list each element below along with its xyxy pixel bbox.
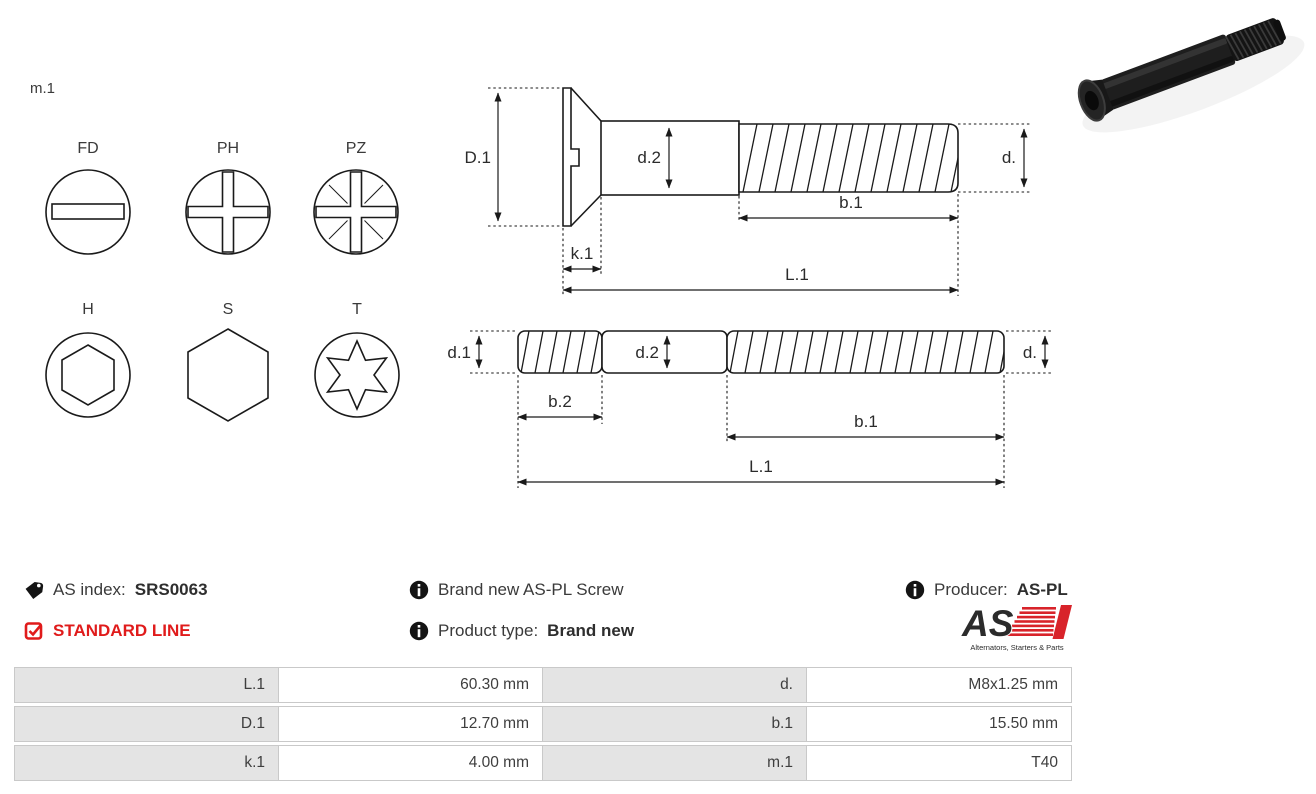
as-index-value: SRS0063: [134, 580, 208, 599]
dim-label-b2: b.2: [548, 392, 572, 411]
logo-text: AS: [962, 603, 1014, 644]
value-cell: M8x1.25 mm: [807, 668, 1071, 702]
description-text: Brand new AS-PL Screw: [438, 580, 624, 599]
param-cell: b.1: [543, 707, 807, 741]
standard-line-row: [24, 619, 191, 643]
hex-socket-drive-icon: [46, 333, 130, 417]
dim-label-d1-side: d.1: [447, 343, 471, 362]
table-row: [14, 667, 1072, 703]
param-cell: m.1: [543, 746, 807, 780]
drive-icon-label-ph: PH: [216, 140, 240, 157]
value-cell: 15.50 mm: [807, 707, 1071, 741]
drive-icon-label-pz: PZ: [345, 140, 367, 157]
checkbox-checked-icon: [24, 621, 44, 641]
dim-label-b1-top: b.1: [839, 193, 863, 212]
dim-label-d2-side: d.2: [635, 343, 659, 362]
product-type-label: Product type:: [438, 621, 539, 640]
logo-bar: [1053, 605, 1073, 639]
param-cell: L.1: [15, 668, 279, 702]
product-type-value: Brand new: [547, 621, 635, 640]
param-cell: d.: [543, 668, 807, 702]
spec-table: [14, 667, 1072, 784]
table-row: [14, 706, 1072, 742]
param-cell: D.1: [15, 707, 279, 741]
info-icon: [409, 621, 429, 641]
screw-shaft-drawing: [447, 331, 1052, 488]
drive-icon-label-t: T: [352, 301, 362, 318]
logo-speed-stripes: [1007, 607, 1056, 636]
description-row: [409, 578, 624, 602]
hex-external-drive-icon: [188, 329, 268, 421]
param-cell: k.1: [15, 746, 279, 780]
slot-drive-icon: [46, 170, 130, 254]
table-row: [14, 745, 1072, 781]
as-index-label: AS index:: [53, 580, 126, 599]
as-pl-logo: [960, 603, 1078, 653]
dim-label-b1-side: b.1: [854, 412, 878, 431]
producer-value: AS-PL: [1016, 580, 1068, 599]
value-cell: 4.00 mm: [279, 746, 543, 780]
drive-icon-label-fd: FD: [77, 140, 99, 157]
dim-label-L1-top: L.1: [785, 265, 809, 284]
info-icon: [905, 580, 925, 600]
drive-section-label: m.1: [30, 80, 56, 97]
dim-label-d-side: d.: [1022, 343, 1037, 362]
product-type-row: [409, 619, 634, 643]
logo-tagline: Alternators, Starters & Parts: [970, 643, 1064, 652]
screw-side-drawing: [465, 88, 1032, 296]
producer-row: [905, 578, 1068, 602]
drive-icon-label-h: H: [82, 301, 94, 318]
product-photo: [1069, 4, 1314, 150]
torx-drive-icon: [315, 333, 399, 417]
tag-icon: [24, 580, 44, 600]
as-index-row: [24, 578, 208, 602]
value-cell: T40: [807, 746, 1071, 780]
dim-label-D1: D.1: [464, 148, 491, 167]
dim-label-d2-top: d.2: [637, 148, 661, 167]
drive-icon-label-s: S: [222, 301, 234, 318]
standard-line-label: STANDARD LINE: [53, 621, 191, 640]
dim-label-L1-side: L.1: [749, 457, 773, 476]
info-icon: [409, 580, 429, 600]
dim-label-k1: k.1: [570, 244, 594, 263]
phillips-drive-icon: [186, 170, 270, 254]
pozidriv-drive-icon: [314, 170, 398, 254]
dim-label-d-top: d.: [1001, 148, 1016, 167]
value-cell: 60.30 mm: [279, 668, 543, 702]
producer-label: Producer:: [934, 580, 1008, 599]
value-cell: 12.70 mm: [279, 707, 543, 741]
